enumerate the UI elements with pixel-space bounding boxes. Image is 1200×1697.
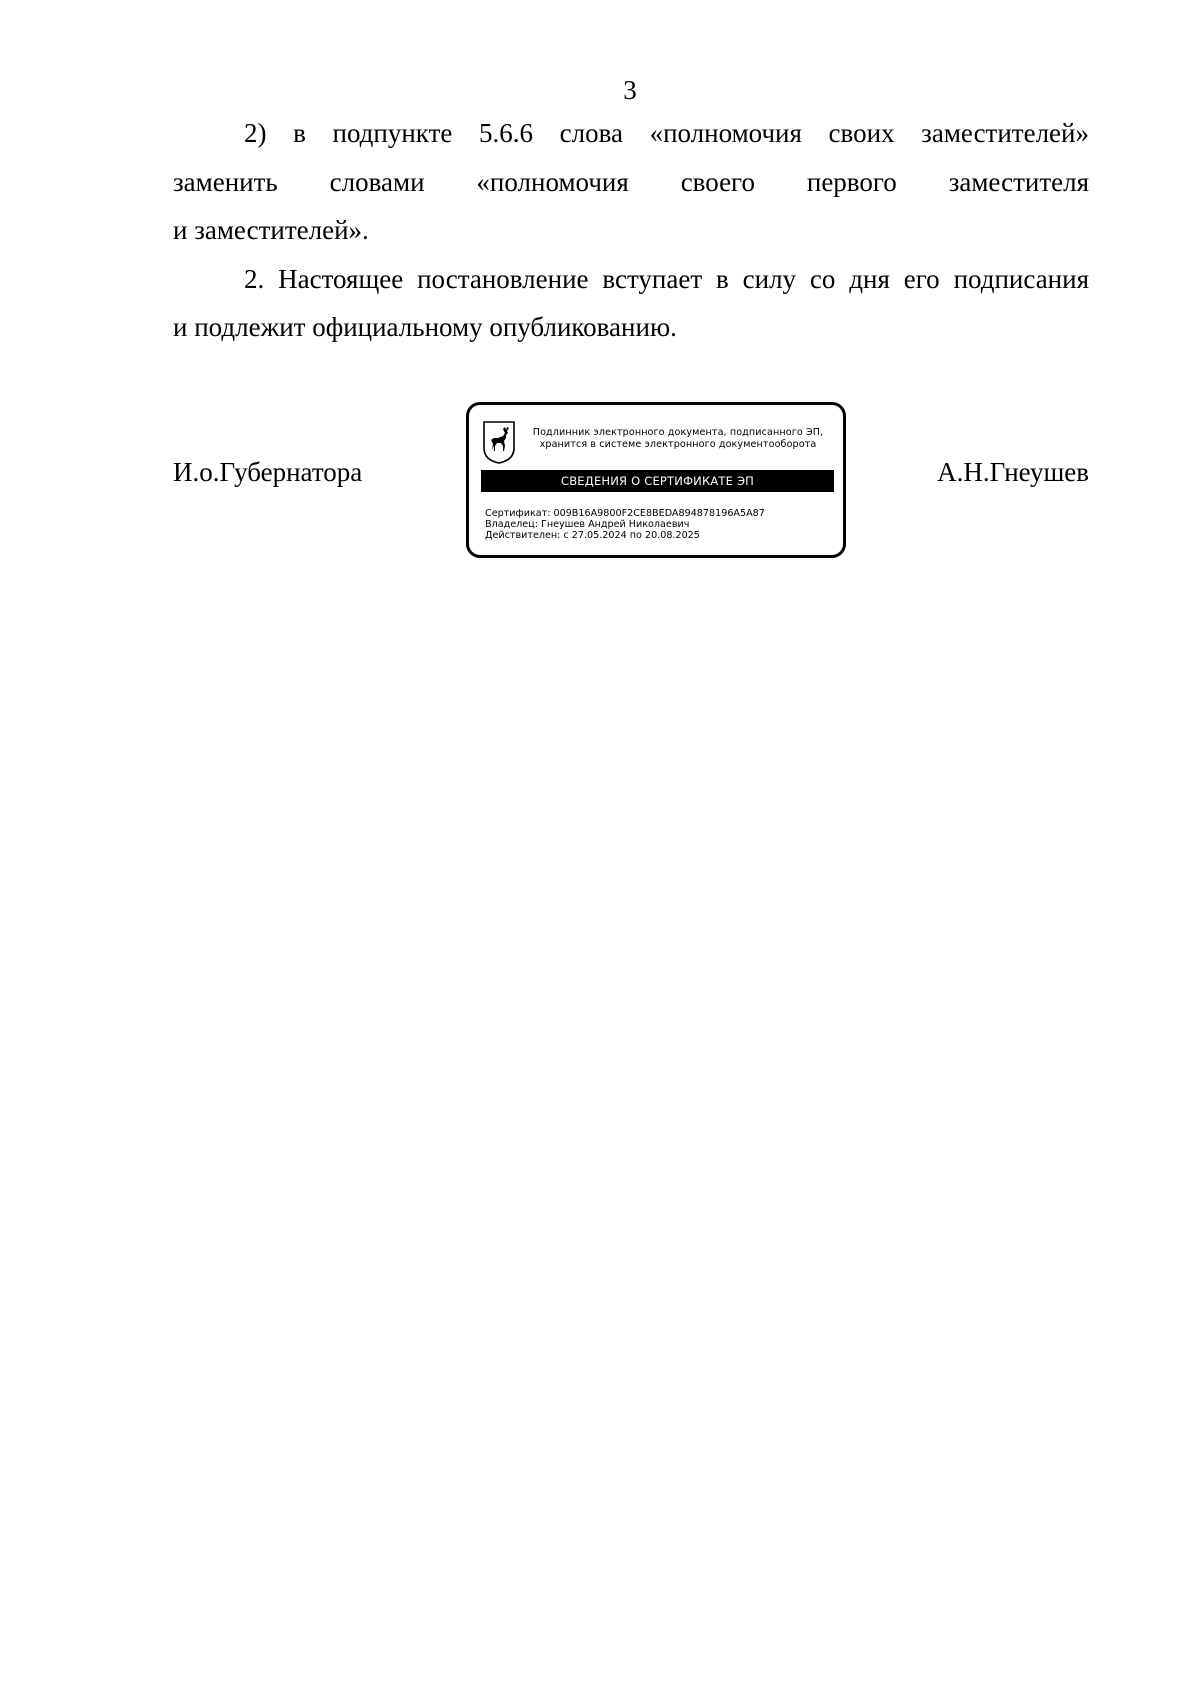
certificate-details xyxy=(485,508,835,541)
stamp-header xyxy=(517,427,839,450)
paragraph-line: 2. Настоящее постановление вступает в силу со дня его подписания xyxy=(244,263,1089,294)
document-body xyxy=(173,109,1089,352)
signatory-position: И.о.Губернатора xyxy=(173,457,363,487)
paragraph-amendment xyxy=(173,109,1089,255)
paragraph-effective-date xyxy=(173,255,1089,352)
electronic-signature-stamp xyxy=(466,402,846,558)
stamp-header-line: хранится в системе электронного документооборота xyxy=(539,438,817,450)
certificate-owner: Владелец: Гнеушев Андрей Николаевич xyxy=(485,519,690,530)
paragraph-line: и заместителей». xyxy=(173,215,369,245)
page-number: 3 xyxy=(623,75,637,105)
stamp-header-line: Подлинник электронного документа, подписанного ЭП, xyxy=(532,427,824,438)
certificate-number: Сертификат: 009B16A9800F2CE8BEDA894878196A5A87 xyxy=(485,508,765,519)
stamp-title-bar: СВЕДЕНИЯ О СЕРТИФИКАТЕ ЭП xyxy=(481,470,834,492)
certificate-validity: Действителен: с 27.05.2024 по 20.08.2025 xyxy=(485,530,700,541)
deer-coat-of-arms-icon xyxy=(482,420,516,464)
paragraph-line: 2) в подпункте 5.6.6 слова «полномочия своих заместителей» xyxy=(244,118,1089,148)
paragraph-line: и подлежит официальному опубликованию. xyxy=(173,312,677,342)
paragraph-line: заменить словами «полномочия своего первого заместителя xyxy=(173,166,1089,197)
signatory-name: А.Н.Гнеушев xyxy=(937,457,1089,487)
